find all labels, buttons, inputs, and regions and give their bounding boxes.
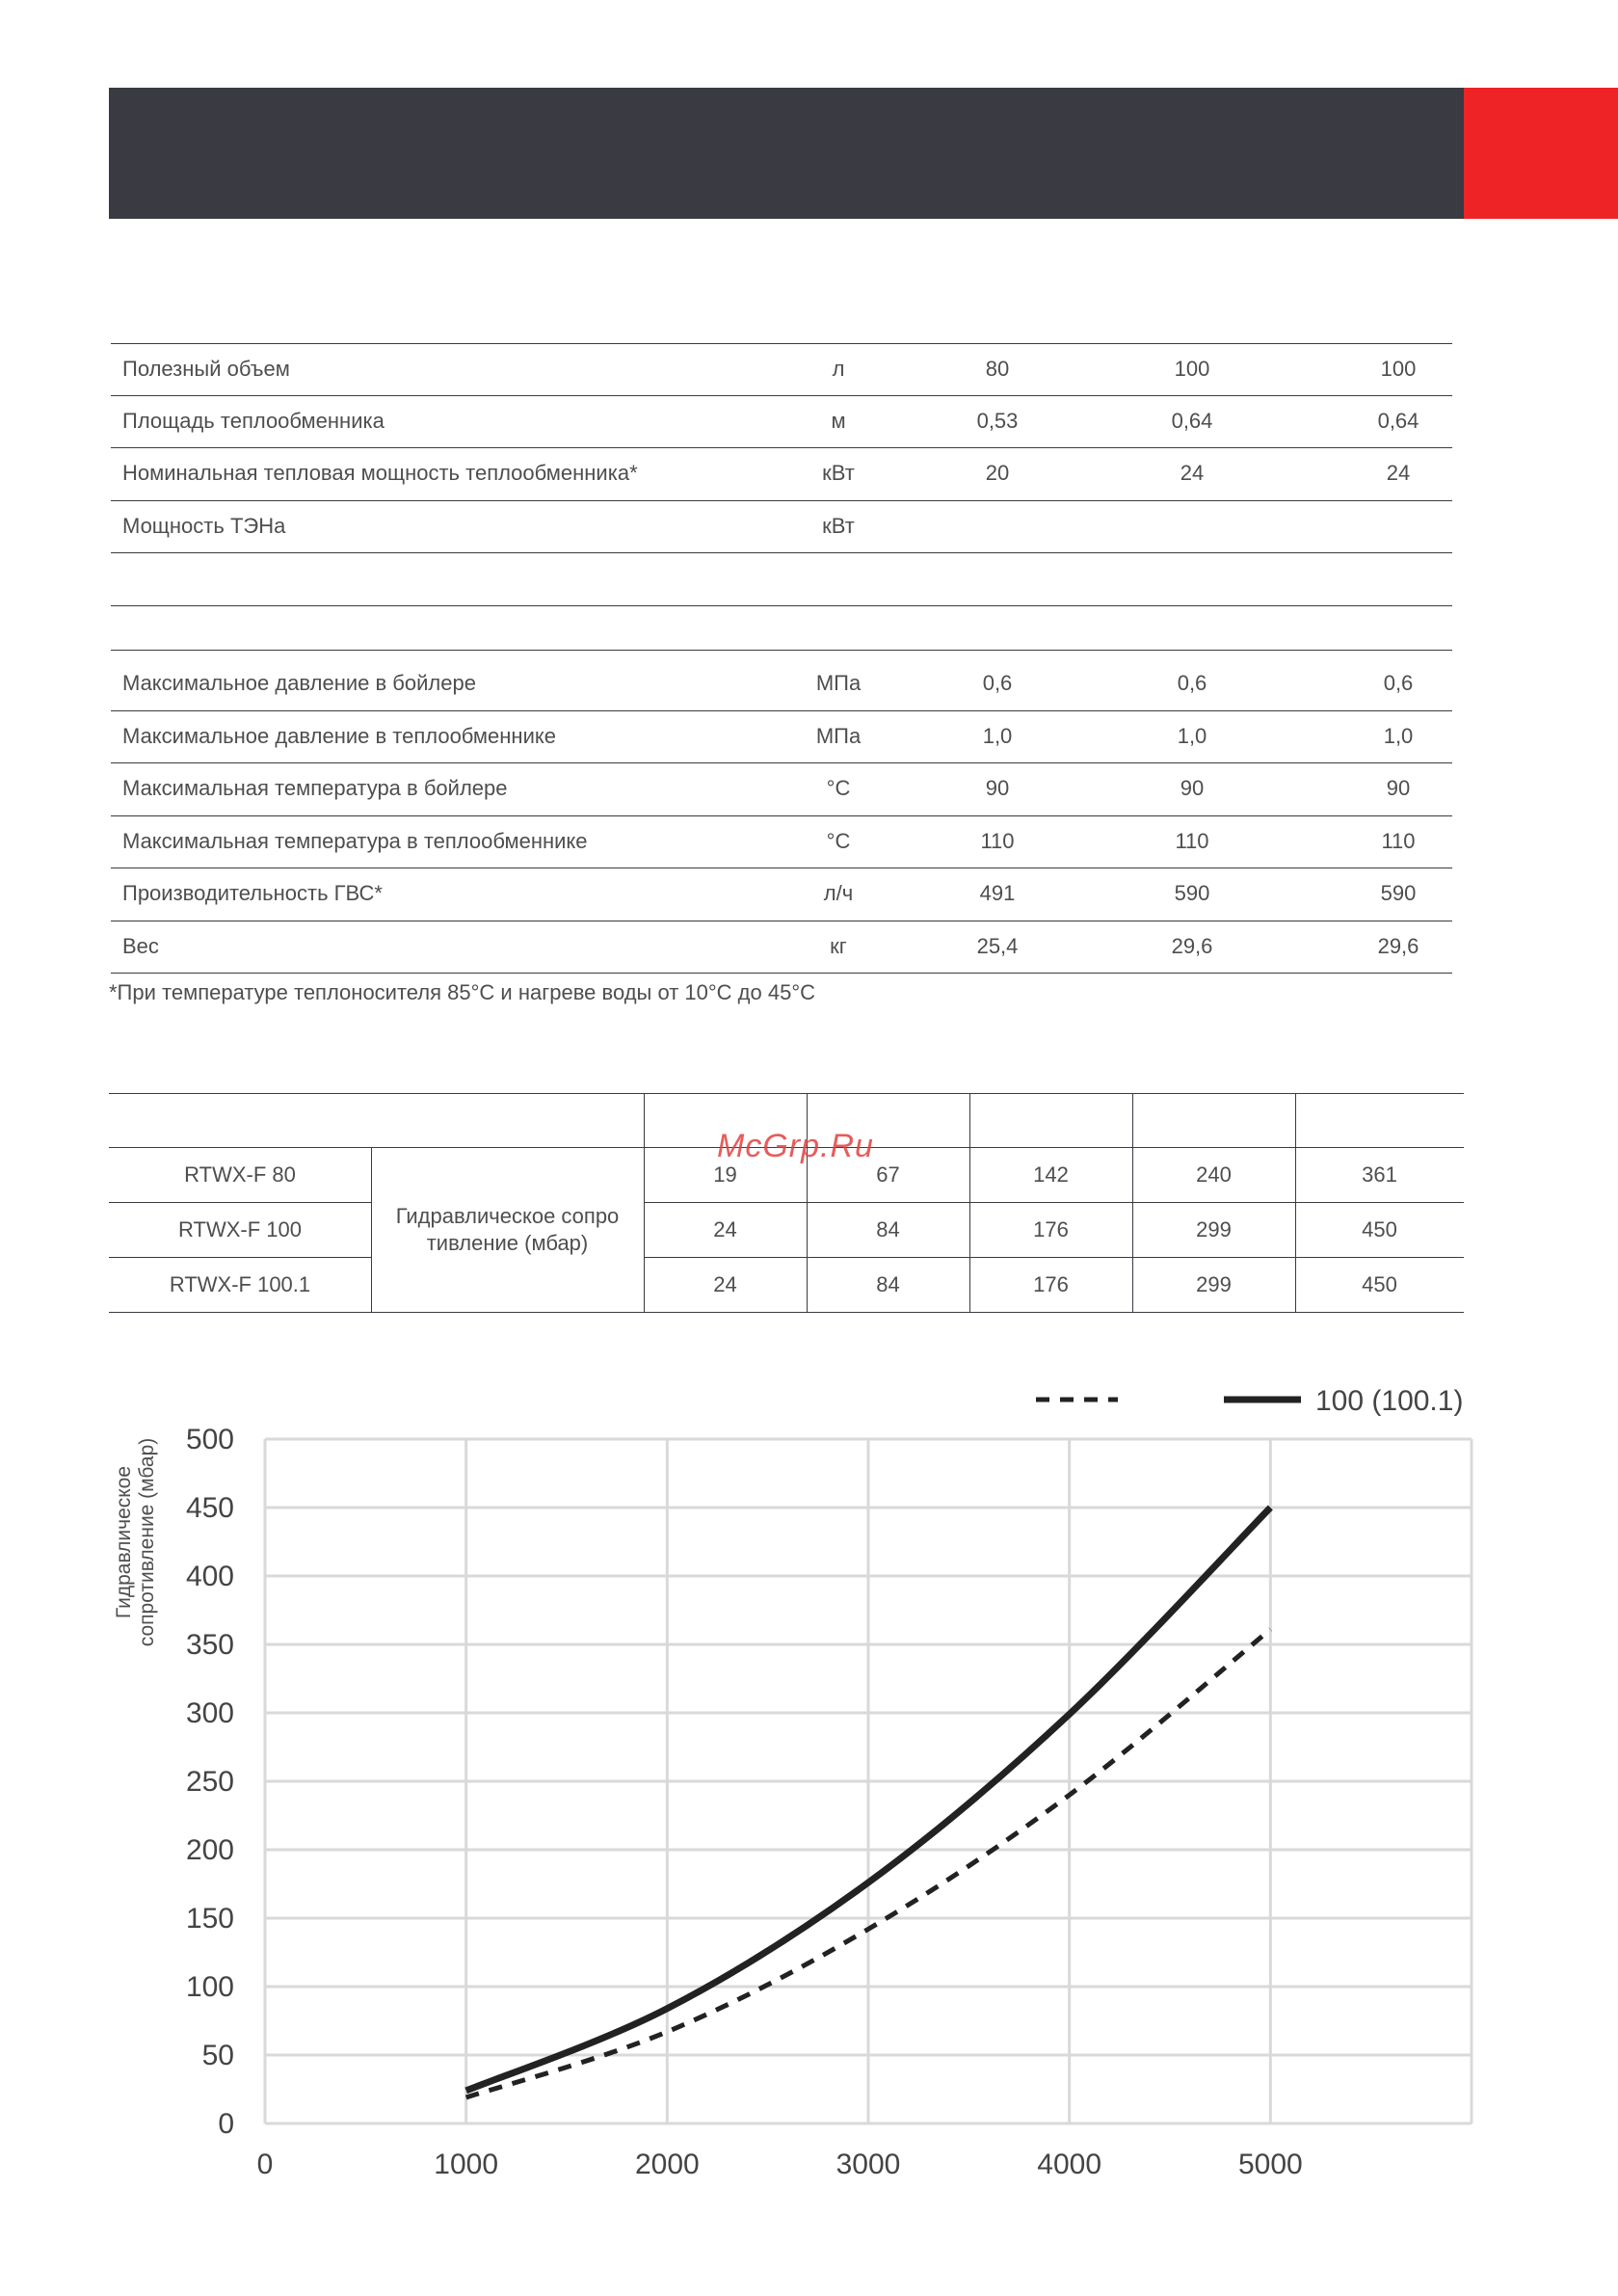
resistance-value: 299 [1196, 1272, 1232, 1296]
header-accent [1464, 88, 1618, 219]
y-tick-label: 400 [185, 1561, 234, 1592]
hydraulic-resistance-chart [0, 1369, 1618, 2236]
spec-value: 0,6 [982, 671, 1013, 695]
y-tick-label: 250 [185, 1766, 234, 1798]
spec-value: 0,53 [976, 409, 1019, 433]
spec-row [111, 815, 1452, 868]
y-tick-label: 150 [185, 1903, 234, 1935]
spec-row [111, 395, 1452, 447]
spec-value: 25,4 [976, 934, 1019, 958]
model-name: RTWX-F 80 [184, 1162, 296, 1187]
spec-value: 0,6 [1383, 671, 1414, 695]
spec-value: 29,6 [1377, 934, 1419, 958]
spec-value: 590 [1174, 881, 1210, 905]
y-tick-label: 500 [185, 1424, 234, 1455]
spec-row [111, 343, 1452, 395]
spec-value: 80 [985, 357, 1010, 381]
watermark: McGrp.Ru [717, 1128, 874, 1164]
resistance-value: 176 [1033, 1272, 1069, 1296]
x-tick-label: 2000 [634, 2149, 700, 2180]
spec-value: 1,0 [1383, 724, 1414, 748]
resistance-value: 176 [1033, 1217, 1069, 1241]
hydraulic-parameter-label: Гидравлическое сопро тивление (мбар) [395, 1203, 620, 1255]
resistance-value: 142 [1033, 1162, 1069, 1187]
spec-unit: л [832, 357, 845, 381]
y-tick-label: 350 [185, 1629, 234, 1661]
header-bar [109, 88, 1464, 219]
resistance-value: 361 [1362, 1162, 1397, 1187]
spec-label: Полезный объем [122, 357, 290, 381]
hydraulic-table [109, 1093, 1464, 1313]
resistance-value: 24 [713, 1272, 737, 1296]
y-tick-label: 450 [185, 1492, 234, 1524]
resistance-value: 19 [713, 1162, 737, 1187]
spec-value: 590 [1380, 881, 1417, 905]
resistance-value: 84 [876, 1217, 900, 1241]
spec-row [111, 500, 1452, 552]
y-tick-label: 0 [218, 2108, 234, 2140]
footnote: *При температуре теплоносителя 85°С и нагреве воды от 10°С до 45°С [109, 980, 816, 1004]
spec-row [111, 447, 1452, 499]
resistance-value: 84 [876, 1272, 900, 1296]
spec-label: Производительность ГВС* [122, 881, 383, 905]
spec-value: 110 [1175, 829, 1209, 853]
spec-value: 24 [1180, 461, 1205, 485]
spec-value: 100 [1380, 357, 1417, 381]
spec-unit: л/ч [823, 881, 854, 905]
spec-unit: МПа [815, 671, 862, 695]
spec-value: 0,6 [1177, 671, 1207, 695]
spec-unit: кВт [822, 461, 855, 485]
spec-row [111, 921, 1452, 973]
spec-row [111, 657, 1452, 709]
spec-value: 90 [1180, 776, 1205, 800]
spec-unit: °С [826, 829, 851, 853]
x-tick-label: 3000 [836, 2149, 901, 2180]
y-tick-label: 200 [185, 1834, 234, 1866]
resistance-value: 24 [713, 1217, 737, 1241]
spec-label: Площадь теплообменника [122, 409, 385, 433]
resistance-value: 450 [1362, 1217, 1397, 1241]
spec-value: 90 [1386, 776, 1411, 800]
spec-label: Максимальное давление в теплообменнике [122, 724, 556, 748]
resistance-value: 67 [876, 1162, 900, 1187]
spec-value: 110 [1381, 829, 1416, 853]
x-tick-label: 0 [256, 2149, 274, 2180]
y-tick-label: 50 [201, 2040, 234, 2071]
resistance-value: 240 [1196, 1162, 1232, 1187]
spec-label: Номинальная тепловая мощность теплообменника* [122, 461, 638, 485]
spec-unit: °С [826, 776, 851, 800]
spec-unit: МПа [815, 724, 862, 748]
spec-value: 110 [980, 829, 1015, 853]
resistance-value: 299 [1196, 1217, 1232, 1241]
spec-value: 0,64 [1171, 409, 1213, 433]
spec-label: Максимальное давление в бойлере [122, 671, 476, 695]
spec-value: 1,0 [1177, 724, 1207, 748]
spec-value: 24 [1386, 461, 1411, 485]
spec-value: 1,0 [982, 724, 1013, 748]
spec-label: Мощность ТЭНа [122, 514, 286, 538]
spec-row [111, 710, 1452, 762]
spec-label: Максимальная температура в теплообменнике [122, 829, 588, 853]
spec-unit: кг [830, 934, 847, 958]
spec-row [111, 762, 1452, 814]
x-tick-label: 5000 [1237, 2149, 1303, 2180]
spec-unit: кВт [822, 514, 855, 538]
model-name: RTWX-F 100.1 [169, 1272, 311, 1296]
x-tick-label: 1000 [434, 2149, 499, 2180]
spec-label: Вес [122, 934, 159, 958]
spec-value: 100 [1174, 357, 1210, 381]
y-tick-label: 300 [185, 1697, 234, 1729]
resistance-value: 450 [1362, 1272, 1397, 1296]
spec-value: 90 [985, 776, 1010, 800]
spec-unit: м [831, 409, 846, 433]
x-tick-label: 4000 [1037, 2149, 1102, 2180]
model-name: RTWX-F 100 [178, 1217, 302, 1241]
legend-label: 100 (100.1) [1315, 1385, 1464, 1417]
spec-value: 29,6 [1171, 934, 1213, 958]
y-tick-label: 100 [185, 1971, 234, 2003]
spec-value: 491 [979, 881, 1016, 905]
spec-value: 0,64 [1377, 409, 1419, 433]
spec-value: 20 [985, 461, 1010, 485]
spec-row [111, 868, 1452, 920]
spec-label: Максимальная температура в бойлере [122, 776, 508, 800]
y-axis-title: Гидравлическое сопротивление (мбар) [113, 1437, 158, 1647]
